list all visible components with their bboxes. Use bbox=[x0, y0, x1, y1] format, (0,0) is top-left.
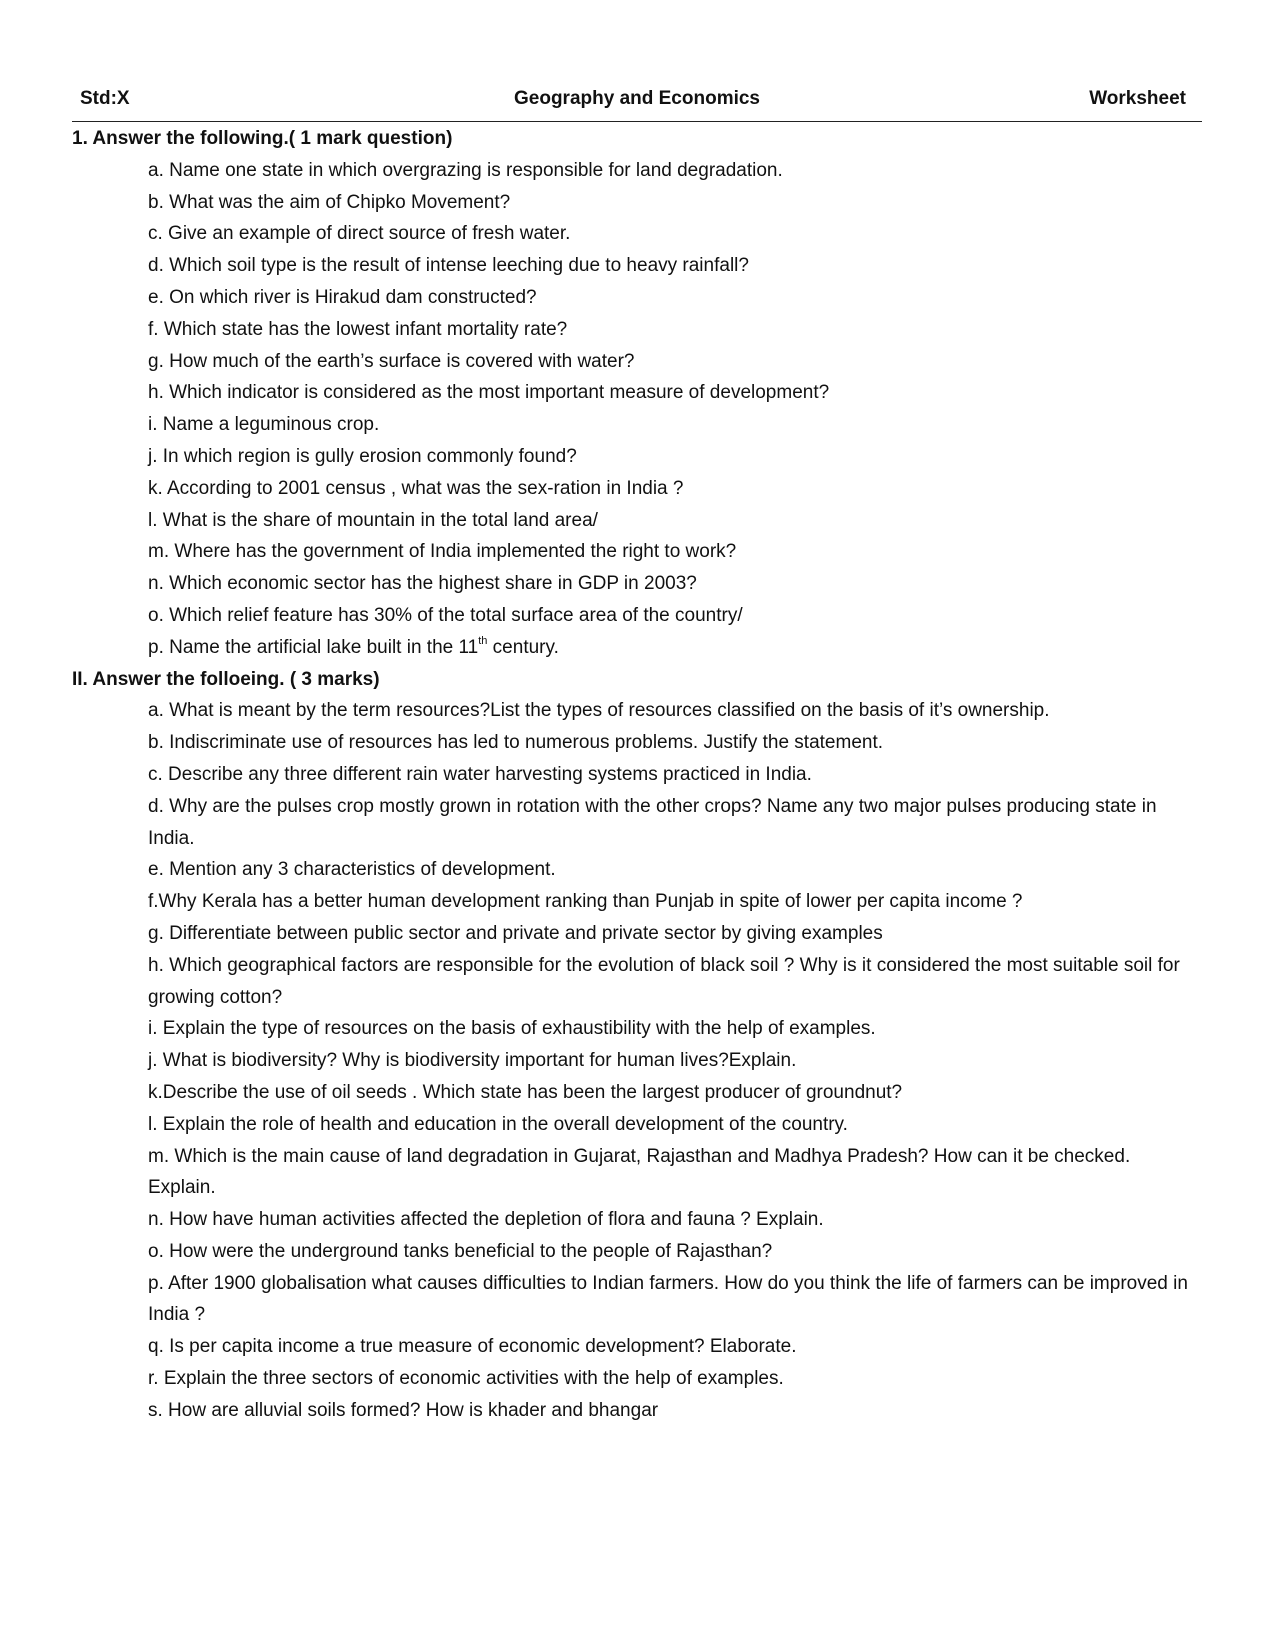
section-1-title: 1. Answer the following.( 1 mark question) bbox=[72, 128, 453, 149]
question-item: e. On which river is Hirakud dam constructed? bbox=[148, 286, 537, 308]
question-item: l. What is the share of mountain in the total land area/ bbox=[148, 509, 598, 531]
question-item: k. According to 2001 census , what was the sex-ration in India ? bbox=[148, 477, 684, 499]
question-item: m. Which is the main cause of land degradation in Gujarat, Rajasthan and Madhya Pradesh? How can it be checked. Explain. bbox=[148, 1145, 1131, 1199]
question-item: c. Describe any three different rain water harvesting systems practiced in India. bbox=[148, 763, 812, 785]
question-item: e. Mention any 3 characteristics of development. bbox=[148, 859, 556, 881]
question-item: g. Differentiate between public sector and private and private sector by giving examples bbox=[148, 922, 883, 944]
section-1-questions bbox=[72, 155, 1202, 664]
question-item: h. Which indicator is considered as the most important measure of development? bbox=[148, 382, 830, 404]
worksheet-header bbox=[72, 88, 1202, 118]
question-item: q. Is per capita income a true measure of economic development? Elaborate. bbox=[148, 1336, 797, 1358]
question-item: n. How have human activities affected the depletion of flora and fauna ? Explain. bbox=[148, 1209, 824, 1231]
question-item: n. Which economic sector has the highest share in GDP in 2003? bbox=[148, 573, 697, 595]
question-text-end: century. bbox=[487, 636, 559, 658]
question-item: i. Name a leguminous crop. bbox=[148, 414, 380, 436]
question-item: l. Explain the role of health and education in the overall development of the country. bbox=[148, 1113, 848, 1135]
question-item: k.Describe the use of oil seeds . Which state has been the largest producer of groundnut? bbox=[148, 1081, 903, 1103]
section-2-title: II. Answer the folloeing. ( 3 marks) bbox=[72, 668, 380, 690]
question-item: a. What is meant by the term resources?List the types of resources classified on the basis of it’s ownership. bbox=[148, 700, 1050, 722]
question-item: j. What is biodiversity? Why is biodiversity important for human lives?Explain. bbox=[148, 1050, 797, 1072]
question-item: f. Which state has the lowest infant mortality rate? bbox=[148, 318, 568, 340]
question-item bbox=[148, 632, 1202, 664]
question-item: i. Explain the type of resources on the basis of exhaustibility with the help of examples. bbox=[148, 1018, 876, 1040]
document-type-label: Worksheet bbox=[1089, 88, 1186, 109]
question-item: c. Give an example of direct source of fresh water. bbox=[148, 223, 571, 245]
question-item: p. After 1900 globalisation what causes difficulties to Indian farmers. How do you think the life of farmers can be improved in India ? bbox=[148, 1272, 1188, 1326]
question-item: g. How much of the earth’s surface is covered with water? bbox=[148, 350, 635, 372]
question-item: s. How are alluvial soils formed? How is khader and bhangar bbox=[148, 1399, 659, 1421]
question-item: b. What was the aim of Chipko Movement? bbox=[148, 191, 511, 213]
question-item: d. Which soil type is the result of intense leeching due to heavy rainfall? bbox=[148, 255, 749, 277]
standard-label: Std:X bbox=[80, 88, 130, 109]
question-item: o. How were the underground tanks beneficial to the people of Rajasthan? bbox=[148, 1240, 773, 1262]
section-2-questions bbox=[72, 695, 1202, 1426]
question-item: h. Which geographical factors are responsible for the evolution of black soil ? Why is it considered the most suitable soil for growing cotton? bbox=[148, 954, 1180, 1008]
question-item: a. Name one state in which overgrazing is responsible for land degradation. bbox=[148, 159, 783, 181]
question-item: r. Explain the three sectors of economic activities with the help of examples. bbox=[148, 1368, 784, 1390]
question-item: f.Why Kerala has a better human development ranking than Punjab in spite of lower per capita income ? bbox=[148, 891, 1023, 913]
question-item: o. Which relief feature has 30% of the total surface area of the country/ bbox=[148, 604, 743, 626]
question-text: p. Name the artificial lake built in the 11 bbox=[148, 636, 479, 658]
question-item: j. In which region is gully erosion commonly found? bbox=[148, 445, 577, 467]
header-divider bbox=[72, 121, 1202, 122]
question-item: b. Indiscriminate use of resources has led to numerous problems. Justify the statement. bbox=[148, 732, 884, 754]
subject-title: Geography and Economics bbox=[514, 88, 760, 109]
question-item: m. Where has the government of India implemented the right to work? bbox=[148, 541, 737, 563]
worksheet-body bbox=[72, 123, 1202, 1427]
question-item: d. Why are the pulses crop mostly grown in rotation with the other crops? Name any two major pulses producing state in India. bbox=[148, 795, 1157, 849]
ordinal-suffix: th bbox=[478, 635, 488, 648]
